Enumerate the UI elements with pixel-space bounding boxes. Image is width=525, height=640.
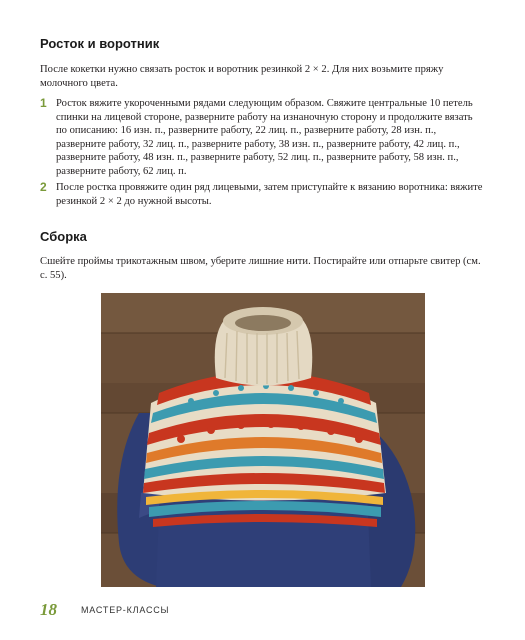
footer-section-label: МАСТЕР-КЛАССЫ — [81, 605, 170, 615]
assembly-text: Сшейте проймы трикотажным швом, уберите лишние нити. Постирайте или отпарьте свитер (см. с. 55). — [40, 256, 481, 281]
section-intro-text: После кокетки нужно связать росток и воротник резинкой 2 × 2. Для них возьмите пряжу молочного цвета. — [40, 64, 444, 89]
page-number: 18 — [40, 600, 57, 619]
sweater-photo — [101, 293, 425, 587]
step-text: После ростка провяжите один ряд лицевыми, затем приступайте к вязанию воротника: вяжите резинкой 2 × 2 до нужной высоты. — [56, 182, 483, 207]
step-text: Росток вяжите укороченными рядами следующим образом. Свяжите центральные 10 петель спинки на лицевой стороне, разверните работу на изнаночную сторону и продолжите вязать по описанию: 16 изн. п., разверните работу, 22 лиц. п., разверните работу, 28 изн. п., разверните работу, 32 лиц. п., разверните работу, 38 изн. п., разверните работу, 42 лиц. п., разверните работу, 48 изн. п., разверните работу, 52 лиц. п., разверните работу, 58 изн. п., разверните работу, 62 лиц. п. — [56, 98, 473, 177]
sweater-illustration — [101, 293, 425, 587]
step-2 — [40, 181, 486, 208]
section-heading-assembly: Сборка — [40, 229, 87, 244]
step-number: 1 — [40, 96, 47, 110]
section-heading-growth-and-collar: Росток и воротник — [40, 36, 160, 51]
step-1 — [40, 97, 486, 179]
step-number: 2 — [40, 180, 47, 194]
